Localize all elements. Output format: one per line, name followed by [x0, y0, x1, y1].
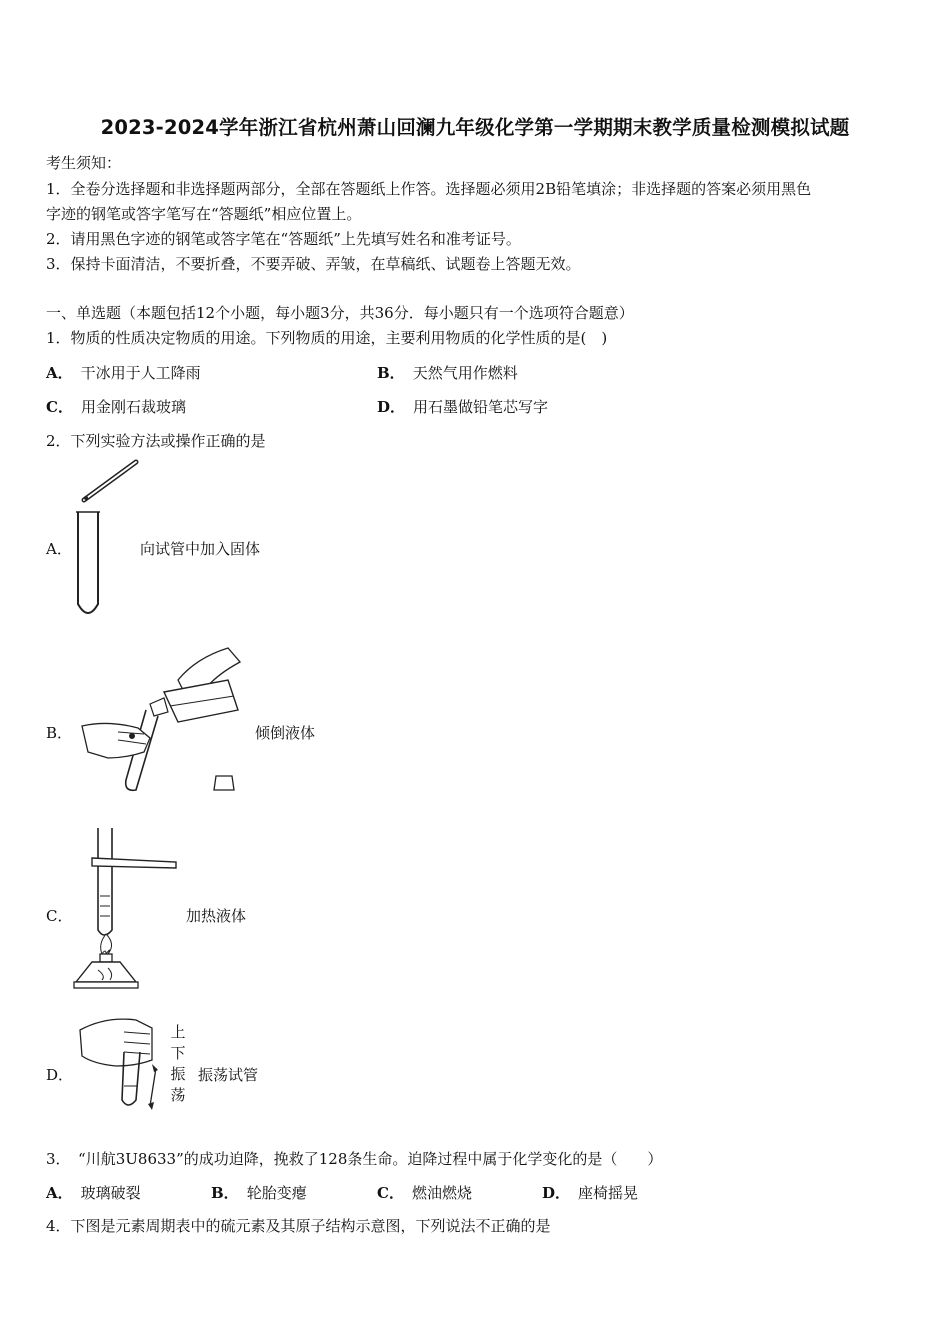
q1-option-b-label: B．: [377, 364, 405, 382]
q2-option-a-text: 向试管中加入固体: [140, 540, 261, 558]
q3-option-c: [377, 1182, 472, 1203]
q2-option-a-label: A．: [46, 540, 72, 558]
q1-option-a-text: 干冰用于人工降雨: [80, 364, 201, 382]
q2-option-a-figure: [70, 456, 145, 626]
q1-option-c: [46, 396, 186, 417]
q3-option-b-text: 轮胎变瘪: [246, 1184, 307, 1202]
q4-stem: 4．下图是元素周期表中的硫元素及其原子结构示意图，下列说法不正确的是: [46, 1217, 551, 1235]
shake-direction-label: 上下振荡: [170, 1023, 186, 1104]
q2-option-d-figure: [76, 1012, 172, 1112]
q3-option-a: [46, 1182, 141, 1203]
page-title: 2023-2024学年浙江省杭州萧山回澜九年级化学第一学期期末教学质量检测模拟试题: [100, 116, 850, 139]
q2-option-c-figure: [72, 826, 182, 994]
q1-option-a: [46, 362, 201, 383]
q2-option-d-text: 振荡试管: [198, 1066, 259, 1084]
notice-item-1a: 1．全卷分选择题和非选择题两部分，全部在答题纸上作答。选择题必须用2B铅笔填涂；非选择题的答案必须用黑色: [46, 180, 812, 198]
section-heading: 一、单选题（本题包括12个小题，每小题3分，共36分．每小题只有一个选项符合题意）: [46, 304, 634, 322]
q3-stem: 3． “川航3U8633”的成功迫降，挽救了128条生命。迫降过程中属于化学变化的是（ ）: [46, 1150, 663, 1168]
q3-option-a-text: 玻璃破裂: [80, 1184, 141, 1202]
q2-option-b-label: B．: [46, 724, 73, 742]
q1-stem: 1．物质的性质决定物质的用途。下列物质的用途，主要利用物质的化学性质的是( ): [46, 329, 608, 347]
q2-option-c-text: 加热液体: [186, 907, 247, 925]
q2-stem: 2．下列实验方法或操作正确的是: [46, 432, 266, 450]
q3-option-b-label: B．: [211, 1184, 239, 1202]
q3-option-d-text: 座椅摇晃: [578, 1184, 639, 1202]
q2-option-b-figure: [78, 640, 250, 800]
notice-item-2: 2．请用黑色字迹的钢笔或答字笔在“答题纸”上先填写姓名和准考证号。: [46, 230, 521, 248]
q1-option-b-text: 天然气用作燃料: [412, 364, 518, 382]
q3-option-b: [211, 1182, 307, 1203]
q2-option-c-label: C．: [46, 907, 73, 925]
q3-option-d-label: D．: [542, 1184, 571, 1202]
q1-option-c-text: 用金刚石裁玻璃: [80, 398, 186, 416]
q3-option-c-text: 燃油燃烧: [411, 1184, 472, 1202]
q3-option-c-label: C．: [377, 1184, 404, 1202]
notice-heading: 考生须知：: [46, 154, 122, 172]
notice-item-1b: 字迹的钢笔或答字笔写在“答题纸”相应位置上。: [46, 205, 362, 223]
q1-option-d: [377, 396, 548, 417]
q3-option-a-label: A．: [46, 1184, 73, 1202]
q1-option-d-text: 用石墨做铅笔芯写字: [413, 398, 549, 416]
q1-option-c-label: C．: [46, 398, 73, 416]
notice-item-3: 3．保持卡面清洁，不要折叠，不要弄破、弄皱，在草稿纸、试题卷上答题无效。: [46, 255, 581, 273]
q2-option-d-label: D．: [46, 1066, 74, 1084]
q1-option-b: [377, 362, 518, 383]
q2-option-b-text: 倾倒液体: [255, 724, 316, 742]
q1-option-a-label: A．: [46, 364, 73, 382]
q1-option-d-label: D．: [377, 398, 406, 416]
q3-option-d: [542, 1182, 638, 1203]
